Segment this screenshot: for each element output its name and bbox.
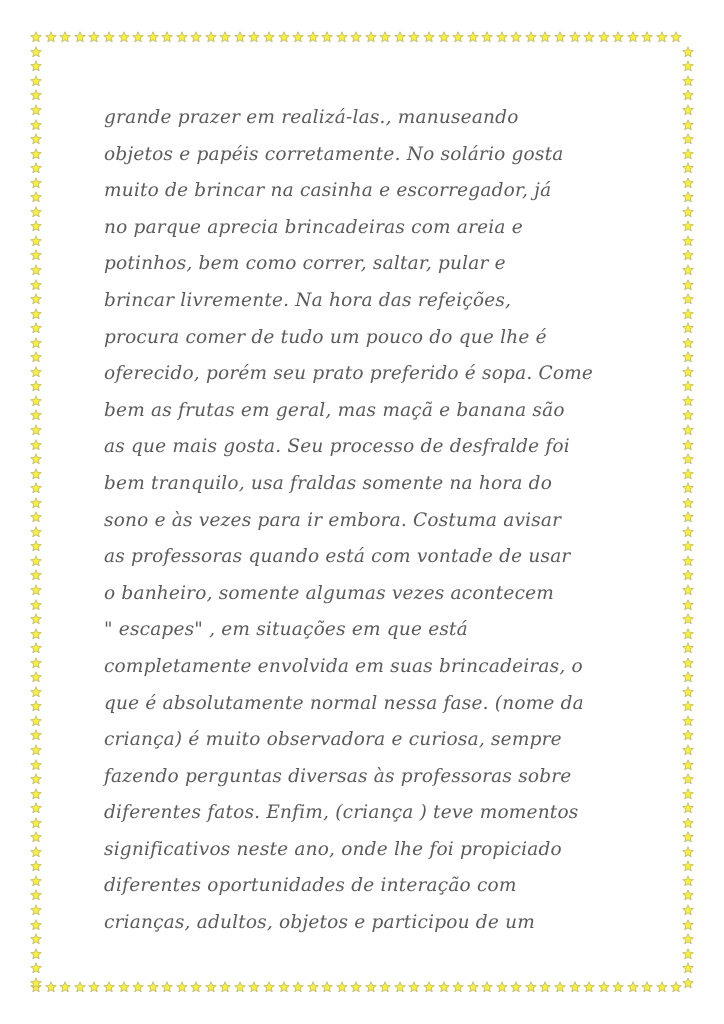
star-icon (204, 30, 219, 45)
star-icon (640, 980, 655, 995)
star-icon (681, 146, 696, 161)
star-icon (29, 670, 44, 685)
star-icon (131, 980, 146, 995)
star-icon (364, 30, 379, 45)
star-icon (102, 980, 117, 995)
star-icon (44, 980, 59, 995)
star-icon (58, 980, 73, 995)
star-icon (291, 30, 306, 45)
star-icon (407, 980, 422, 995)
star-icon (681, 161, 696, 176)
star-icon (29, 495, 44, 510)
star-icon (681, 103, 696, 118)
star-icon (436, 30, 451, 45)
star-icon (29, 743, 44, 758)
star-icon (681, 234, 696, 249)
star-icon (681, 277, 696, 292)
star-icon (29, 859, 44, 874)
star-icon (681, 292, 696, 307)
star-icon (334, 980, 349, 995)
star-icon (29, 830, 44, 845)
star-icon (681, 874, 696, 889)
text-line: o banheiro, somente algumas vezes acontecem (104, 582, 555, 604)
star-icon (29, 161, 44, 176)
text-line: as que mais gosta. Seu processo de desfralde foi (104, 436, 570, 458)
star-icon (393, 980, 408, 995)
star-icon (29, 583, 44, 598)
star-icon (29, 612, 44, 627)
text-line: as professoras quando está com vontade de usar (104, 546, 571, 568)
star-icon (669, 980, 684, 995)
star-icon (681, 423, 696, 438)
star-icon (189, 30, 204, 45)
star-icon (422, 980, 437, 995)
star-icon (145, 980, 160, 995)
star-icon (320, 980, 335, 995)
star-icon (567, 30, 582, 45)
star-icon (160, 30, 175, 45)
star-icon (681, 525, 696, 540)
star-icon (29, 248, 44, 263)
star-icon (407, 30, 422, 45)
star-icon (29, 117, 44, 132)
star-icon (29, 510, 44, 525)
star-icon (102, 30, 117, 45)
star-icon (29, 365, 44, 380)
star-icon (44, 30, 59, 45)
star-icon (116, 980, 131, 995)
star-icon (73, 980, 88, 995)
star-icon (349, 980, 364, 995)
star-icon (681, 350, 696, 365)
star-icon (567, 980, 582, 995)
star-icon (29, 525, 44, 540)
star-icon (131, 30, 146, 45)
text-line: diferentes oportunidades de interação com (104, 875, 517, 897)
star-icon (681, 786, 696, 801)
star-icon (145, 30, 160, 45)
star-icon (582, 980, 597, 995)
star-icon (29, 539, 44, 554)
star-icon (681, 845, 696, 860)
star-icon (681, 801, 696, 816)
star-icon (29, 350, 44, 365)
star-icon (681, 219, 696, 234)
star-icon (681, 190, 696, 205)
star-icon (378, 980, 393, 995)
star-icon (640, 30, 655, 45)
text-line: bem tranquilo, usa fraldas somente na hora do (104, 472, 553, 494)
text-line: " escapes" , em situações em que está (104, 619, 468, 641)
star-icon (378, 30, 393, 45)
text-line: sono e às vezes para ir embora. Costuma avisar (104, 509, 562, 531)
text-line: diferentes fatos. Enfim, (criança ) teve momentos (104, 802, 579, 824)
star-icon (29, 626, 44, 641)
star-icon (189, 980, 204, 995)
star-icon (538, 980, 553, 995)
star-icon (29, 685, 44, 700)
star-icon (681, 59, 696, 74)
star-icon (655, 980, 670, 995)
text-line: brincar livremente. Na hora das refeições, (104, 289, 512, 311)
star-icon (320, 30, 335, 45)
star-icon (681, 655, 696, 670)
star-icon (29, 888, 44, 903)
star-icon (681, 263, 696, 278)
star-icon (29, 277, 44, 292)
star-icon (625, 980, 640, 995)
star-icon (29, 801, 44, 816)
star-icon (538, 30, 553, 45)
star-icon (29, 335, 44, 350)
star-icon (204, 980, 219, 995)
text-line: procura comer de tudo um pouco do que lhe é (104, 326, 547, 348)
star-icon (681, 321, 696, 336)
star-icon (480, 980, 495, 995)
star-icon (29, 815, 44, 830)
star-icon (553, 980, 568, 995)
star-icon (29, 452, 44, 467)
star-icon (29, 481, 44, 496)
star-icon (681, 466, 696, 481)
star-icon (305, 30, 320, 45)
star-icon (681, 714, 696, 729)
star-icon (29, 190, 44, 205)
star-icon (681, 728, 696, 743)
star-icon (29, 554, 44, 569)
star-icon (681, 932, 696, 947)
star-icon (29, 903, 44, 918)
star-icon (681, 568, 696, 583)
star-border-left (29, 45, 44, 991)
star-icon (29, 205, 44, 220)
star-icon (29, 976, 44, 991)
star-icon (29, 321, 44, 336)
star-icon (681, 554, 696, 569)
star-icon (553, 30, 568, 45)
star-icon (29, 88, 44, 103)
star-icon (29, 408, 44, 423)
star-icon (669, 30, 684, 45)
star-icon (29, 466, 44, 481)
star-icon (465, 980, 480, 995)
star-icon (681, 379, 696, 394)
star-icon (681, 757, 696, 772)
star-icon (681, 641, 696, 656)
star-icon (349, 30, 364, 45)
star-icon (87, 30, 102, 45)
star-icon (29, 932, 44, 947)
star-icon (681, 626, 696, 641)
star-icon (681, 699, 696, 714)
star-icon (247, 30, 262, 45)
star-icon (681, 437, 696, 452)
text-line: criança) é muito observadora e curiosa, sempre (104, 729, 562, 751)
star-icon (393, 30, 408, 45)
star-icon (509, 980, 524, 995)
star-icon (681, 976, 696, 991)
star-icon (681, 539, 696, 554)
star-icon (422, 30, 437, 45)
star-icon (681, 394, 696, 409)
star-icon (524, 30, 539, 45)
star-icon (58, 30, 73, 45)
star-icon (681, 205, 696, 220)
star-icon (73, 30, 88, 45)
text-line: no parque aprecia brincadeiras com areia e (104, 216, 523, 238)
star-icon (29, 59, 44, 74)
star-icon (436, 980, 451, 995)
star-icon (681, 670, 696, 685)
star-icon (29, 772, 44, 787)
text-line: que é absolutamente normal nessa fase. (nome da (104, 692, 584, 714)
text-line: objetos e papéis corretamente. No solário gosta (104, 143, 564, 165)
star-icon (681, 481, 696, 496)
star-icon (681, 117, 696, 132)
text-line: potinhos, bem como correr, saltar, pular e (104, 253, 506, 275)
star-icon (29, 103, 44, 118)
star-icon (160, 980, 175, 995)
star-icon (596, 980, 611, 995)
star-icon (29, 728, 44, 743)
star-icon (29, 423, 44, 438)
star-icon (681, 685, 696, 700)
star-icon (29, 714, 44, 729)
star-icon (87, 980, 102, 995)
text-line: significativos neste ano, onde lhe foi propiciado (104, 838, 562, 860)
star-icon (29, 786, 44, 801)
star-icon (262, 30, 277, 45)
star-icon (29, 597, 44, 612)
star-icon (233, 30, 248, 45)
text-line: muito de brincar na casinha e escorregador, já (104, 180, 552, 202)
star-icon (681, 88, 696, 103)
document-body (104, 100, 624, 942)
text-line: oferecido, porém seu prato preferido é sopa. Come (104, 363, 594, 385)
star-icon (465, 30, 480, 45)
star-icon (681, 597, 696, 612)
star-icon (29, 292, 44, 307)
star-icon (29, 379, 44, 394)
star-icon (655, 30, 670, 45)
star-icon (681, 408, 696, 423)
star-icon (596, 30, 611, 45)
star-icon (681, 365, 696, 380)
star-icon (582, 30, 597, 45)
star-icon (29, 45, 44, 60)
star-icon (29, 74, 44, 89)
star-border-top (29, 30, 684, 45)
star-icon (291, 980, 306, 995)
star-icon (681, 335, 696, 350)
star-icon (681, 743, 696, 758)
star-icon (29, 568, 44, 583)
star-icon (29, 437, 44, 452)
star-icon (681, 903, 696, 918)
star-icon (681, 74, 696, 89)
star-icon (681, 830, 696, 845)
star-icon (29, 961, 44, 976)
star-icon (451, 980, 466, 995)
star-icon (681, 306, 696, 321)
star-icon (276, 30, 291, 45)
star-icon (509, 30, 524, 45)
star-icon (611, 980, 626, 995)
star-icon (681, 452, 696, 467)
star-icon (681, 45, 696, 60)
star-icon (29, 132, 44, 147)
star-icon (29, 234, 44, 249)
star-icon (451, 30, 466, 45)
star-icon (681, 132, 696, 147)
text-line: fazendo perguntas diversas às professoras sobre (104, 765, 572, 787)
star-icon (364, 980, 379, 995)
star-icon (611, 30, 626, 45)
star-icon (334, 30, 349, 45)
star-icon (29, 641, 44, 656)
star-icon (29, 874, 44, 889)
star-icon (524, 980, 539, 995)
star-icon (681, 583, 696, 598)
text-line: crianças, adultos, objetos e participou de um (104, 912, 535, 934)
star-icon (29, 306, 44, 321)
star-border-right (681, 45, 696, 991)
star-icon (247, 980, 262, 995)
star-icon (29, 146, 44, 161)
star-icon (681, 917, 696, 932)
star-icon (681, 888, 696, 903)
star-icon (681, 612, 696, 627)
star-icon (681, 946, 696, 961)
text-line: completamente envolvida em suas brincadeiras, o (104, 655, 583, 677)
star-icon (29, 394, 44, 409)
star-icon (495, 980, 510, 995)
star-icon (305, 980, 320, 995)
star-icon (29, 263, 44, 278)
star-icon (29, 30, 44, 45)
star-icon (681, 510, 696, 525)
star-border-bottom (29, 980, 684, 995)
text-line: grande prazer em realizá-las., manuseando (104, 107, 519, 128)
star-icon (29, 980, 44, 995)
star-icon (276, 980, 291, 995)
star-icon (681, 815, 696, 830)
star-icon (29, 655, 44, 670)
star-icon (29, 757, 44, 772)
star-icon (29, 175, 44, 190)
star-icon (681, 859, 696, 874)
star-icon (625, 30, 640, 45)
star-icon (681, 772, 696, 787)
star-icon (681, 175, 696, 190)
text-line: bem as frutas em geral, mas maçã e banana são (104, 399, 565, 421)
star-icon (174, 980, 189, 995)
star-icon (218, 980, 233, 995)
star-icon (681, 495, 696, 510)
star-icon (480, 30, 495, 45)
star-icon (262, 980, 277, 995)
star-icon (29, 946, 44, 961)
star-icon (495, 30, 510, 45)
star-icon (233, 980, 248, 995)
star-icon (29, 219, 44, 234)
star-icon (29, 699, 44, 714)
star-icon (218, 30, 233, 45)
star-icon (681, 248, 696, 263)
star-icon (116, 30, 131, 45)
star-icon (174, 30, 189, 45)
star-icon (681, 961, 696, 976)
star-icon (29, 845, 44, 860)
star-icon (29, 917, 44, 932)
